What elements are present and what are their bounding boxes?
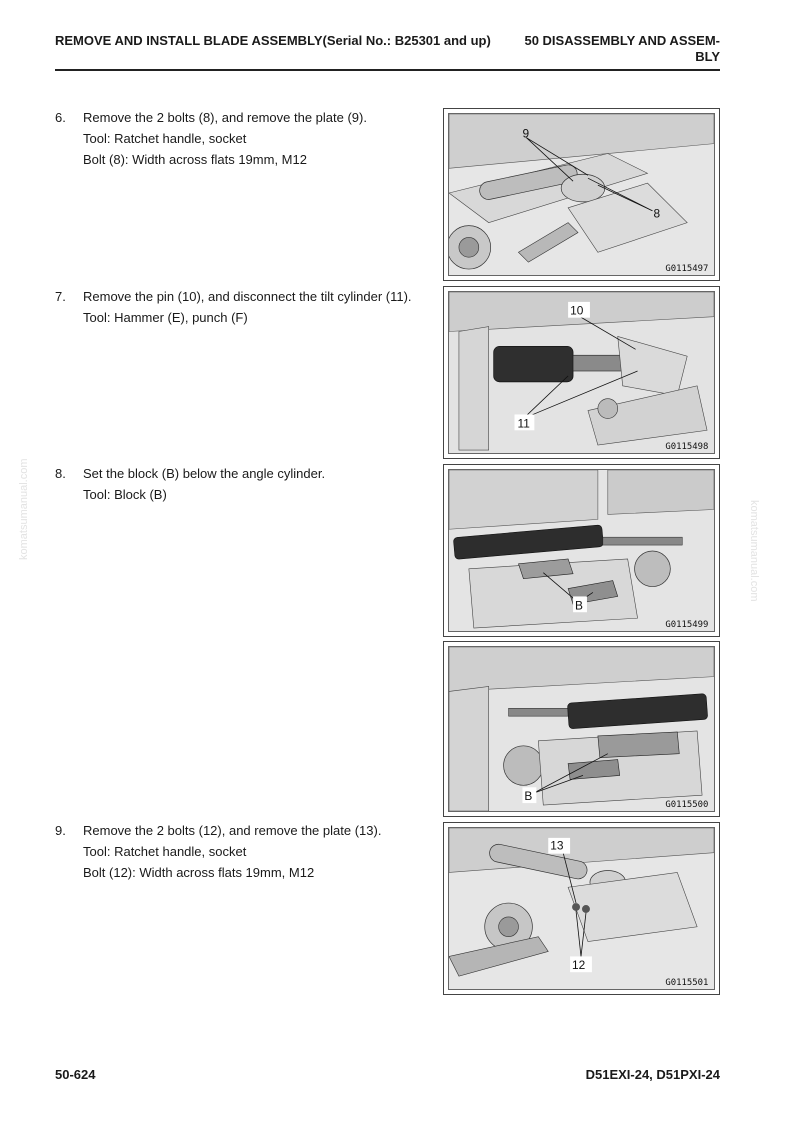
page-header <box>55 31 720 71</box>
step-number: 9. <box>55 823 66 838</box>
callout-label: 12 <box>572 958 586 973</box>
figure-5 <box>443 822 720 995</box>
block-under-cylinder-illustration <box>449 470 714 631</box>
step-number: 6. <box>55 110 66 125</box>
figure-code: G0115499 <box>665 620 709 631</box>
plate-bolts-illustration <box>449 828 714 989</box>
figure-code: G0115498 <box>665 442 709 453</box>
model-name: D51EXI-24, D51PXI-24 <box>585 1067 720 1082</box>
step-instruction: Remove the 2 bolts (8), and remove the plate (9). <box>83 110 367 125</box>
figure-2 <box>443 286 720 459</box>
figure-code: G0115500 <box>665 800 709 811</box>
tilt-cylinder-illustration <box>449 292 714 453</box>
callout-label: 11 <box>517 416 530 431</box>
step-instruction: Set the block (B) below the angle cylinder. <box>83 466 326 481</box>
block-opposite-view-illustration <box>449 647 714 811</box>
step-number: 7. <box>55 289 66 304</box>
figure-4 <box>443 641 720 817</box>
blade-plate-illustration <box>449 114 714 275</box>
watermark-right: komatsumanual.com <box>748 500 760 602</box>
page-number: 50-624 <box>55 1067 96 1082</box>
figure-code: G0115501 <box>665 978 709 989</box>
figure-1 <box>443 108 720 281</box>
step-spec: Bolt (8): Width across flats 19mm, M12 <box>83 152 307 167</box>
callout-label: 10 <box>570 303 584 318</box>
step-instruction: Remove the pin (10), and disconnect the tilt cylinder (11). <box>83 289 412 304</box>
callout-label: 13 <box>550 838 564 853</box>
callout-label: 8 <box>653 206 661 221</box>
callout-label: B <box>575 598 583 613</box>
callout-label: 9 <box>522 126 530 141</box>
step-number: 8. <box>55 466 66 481</box>
watermark-left: komatsumanual.com <box>18 458 30 560</box>
step-spec: Bolt (12): Width across flats 19mm, M12 <box>83 865 315 880</box>
chapter-title: 50 DISASSEMBLY AND ASSEM-BLY <box>524 33 720 64</box>
step-tool: Tool: Block (B) <box>83 487 167 502</box>
step-tool: Tool: Ratchet handle, socket <box>83 844 247 859</box>
figure-code: G0115497 <box>665 264 709 275</box>
step-tool: Tool: Hammer (E), punch (F) <box>83 310 248 325</box>
callout-label: B <box>524 789 533 804</box>
figure-3 <box>443 464 720 637</box>
step-tool: Tool: Ratchet handle, socket <box>83 131 247 146</box>
step-instruction: Remove the 2 bolts (12), and remove the plate (13). <box>83 823 382 838</box>
section-title: REMOVE AND INSTALL BLADE ASSEMBLY(Serial No.: B25301 and up) <box>55 33 491 48</box>
